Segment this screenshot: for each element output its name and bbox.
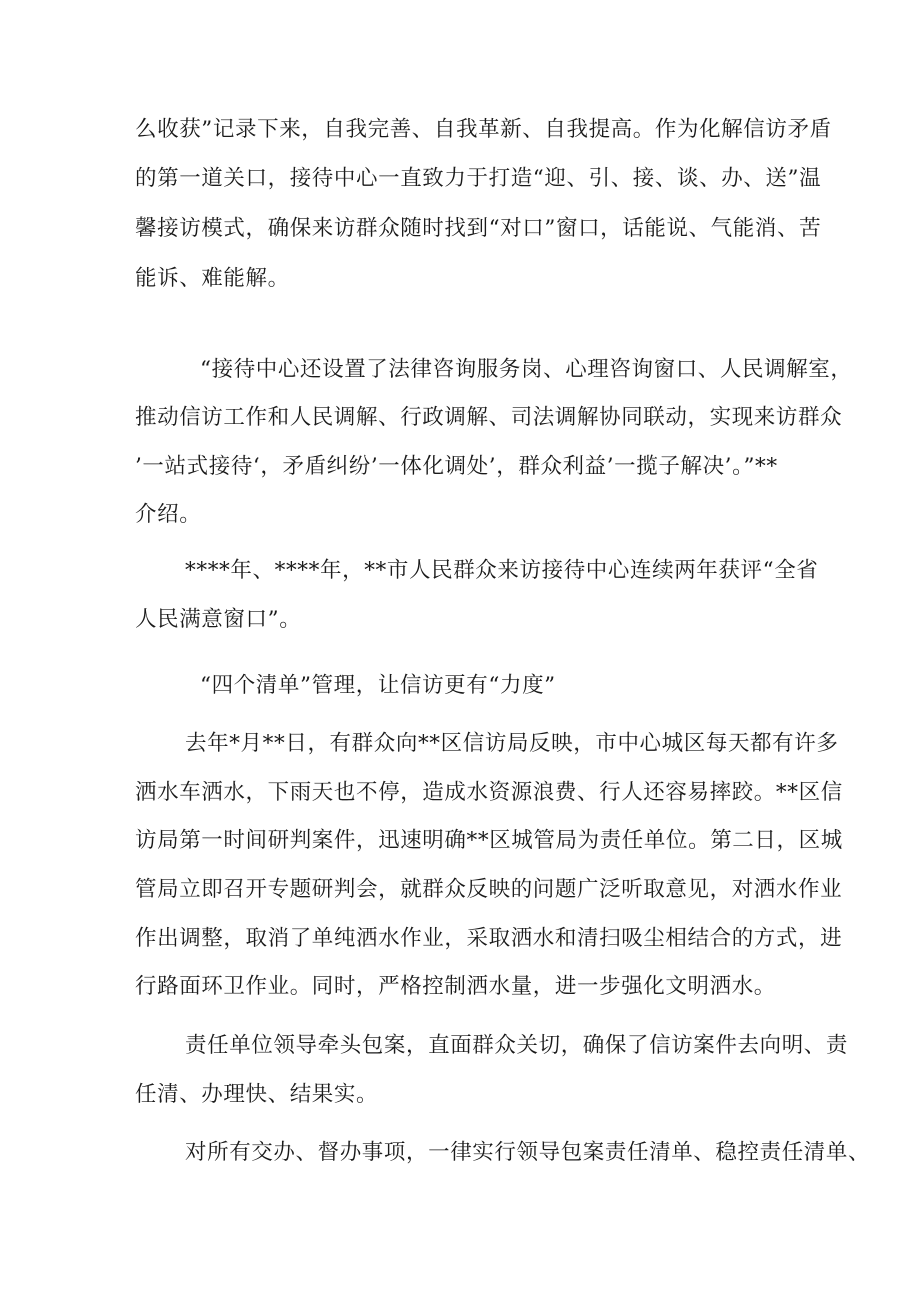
paragraph-2-line-4: 介绍。 xyxy=(135,502,202,527)
paragraph-4-line-4: 管局立即召开专题研判会，就群众反映的问题广泛听取意见，对洒水作业 xyxy=(135,877,843,902)
paragraph-1-line-2: 的第一道关口，接待中心一直致力于打造“迎、引、接、谈、办、送”温 xyxy=(135,166,822,191)
paragraph-4-line-1: 去年*月**日，有群众向**区信访局反映，市中心城区每天都有许多 xyxy=(185,731,839,756)
paragraph-2-line-3: ’一站式接待‘，矛盾纠纷’一体化调处’，群众利益’一揽子解决’。”** xyxy=(135,454,778,479)
paragraph-6-line-1: 对所有交办、督办事项，一律实行领导包案责任清单、稳控责任清单、 xyxy=(185,1140,871,1165)
paragraph-5-line-2: 任清、办理快、结果实。 xyxy=(135,1082,379,1107)
paragraph-1-line-1: 么收获”记录下来，自我完善、自我革新、自我提高。作为化解信访矛盾 xyxy=(135,117,832,142)
paragraph-5-line-1: 责任单位领导牵头包案，直面群众关切，确保了信访案件去向明、责 xyxy=(185,1033,849,1058)
paragraph-2-line-1: “接待中心还设置了法律咨询服务岗、心理咨询窗口、人民调解室， xyxy=(200,357,853,382)
paragraph-4-line-3: 访局第一时间研判案件，迅速明确**区城管局为责任单位。第二日，区城 xyxy=(135,828,843,853)
paragraph-4-line-6: 行路面环卫作业。同时，严格控制洒水量，进一步强化文明洒水。 xyxy=(135,974,776,999)
paragraph-4-line-5: 作出调整，取消了单纯洒水作业，采取洒水和清扫吸尘相结合的方式，进 xyxy=(135,926,843,951)
paragraph-1-line-4: 能诉、难能解。 xyxy=(135,266,290,291)
paragraph-1-line-3: 馨接访模式，确保来访群众随时找到“对口”窗口，话能说、气能消、苦 xyxy=(135,216,822,241)
paragraph-2-line-2: 推动信访工作和人民调解、行政调解、司法调解协同联动，实现来访群众 xyxy=(135,405,843,430)
paragraph-4-line-2: 洒水车洒水，下雨天也不停，造成水资源浪费、行人还容易摔跤。**区信 xyxy=(135,780,843,805)
section-heading: “四个清单”管理，让信访更有“力度” xyxy=(200,673,556,698)
paragraph-3-line-2: 人民满意窗口”。 xyxy=(135,607,302,632)
paragraph-3-line-1: ****年、****年，**市人民群众来访接待中心连续两年获评“全省 xyxy=(185,558,819,583)
